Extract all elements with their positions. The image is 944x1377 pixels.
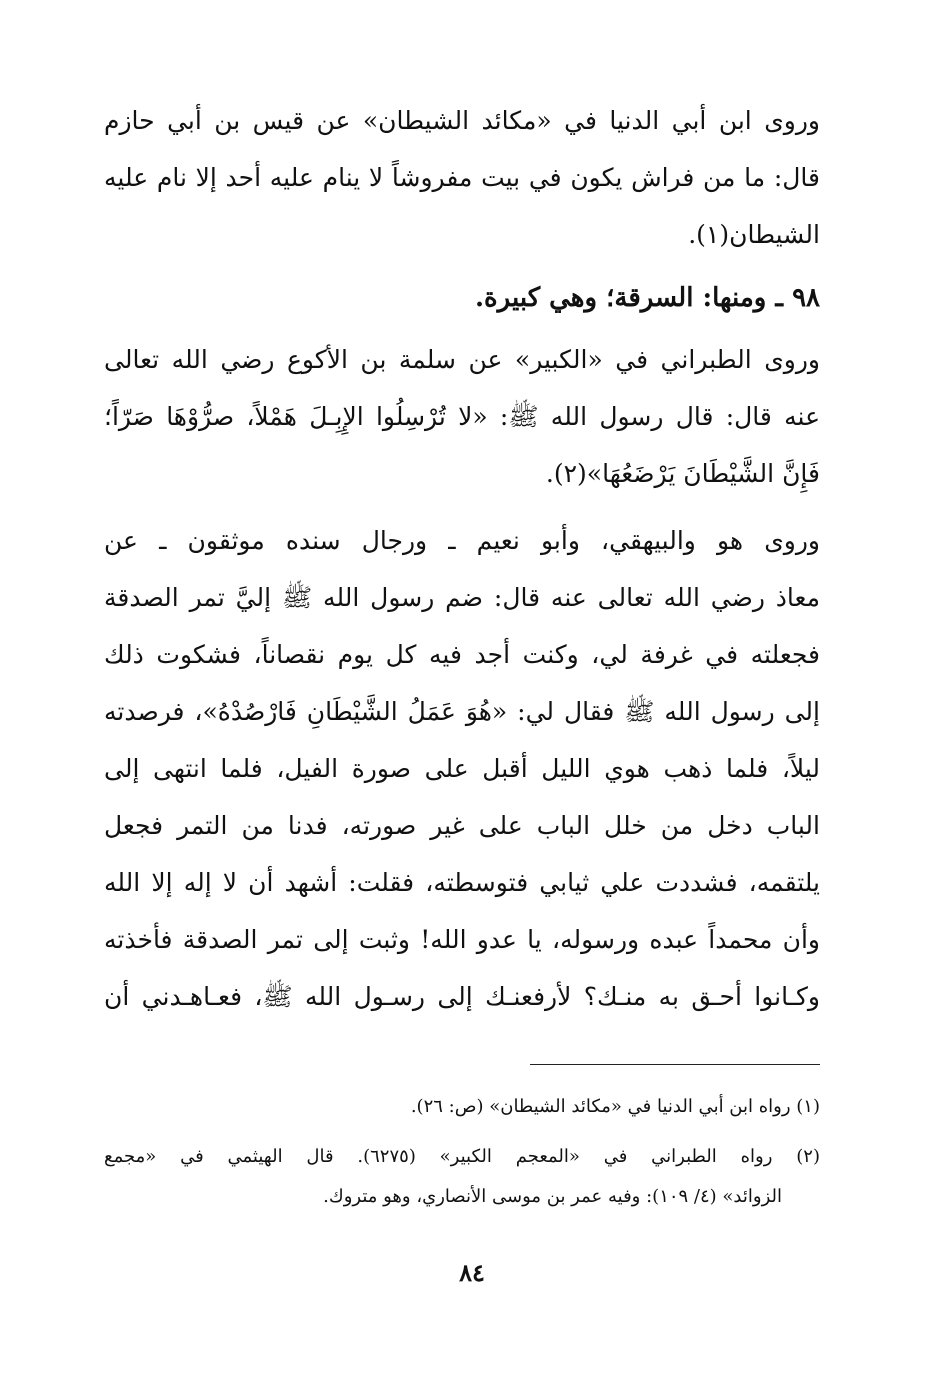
footnotes [104, 1087, 820, 1227]
paragraph-muadh [104, 512, 820, 1025]
text-line: وروى هو والبيهقي، وأبو نعيم ـ ورجال سنده موثقون ـ عن [104, 526, 820, 555]
footnote-line: الزوائد» (٤/ ١٠٩): وفيه عمر بن موسى الأنصاري، وهو متروك. [323, 1186, 782, 1207]
paragraph-tabarani [104, 331, 820, 502]
text-line: الشيطان(١). [688, 220, 820, 249]
text-line: وروى ابن أبي الدنيا في «مكائد الشيطان» عن قيس بن أبي حازم [104, 106, 820, 135]
text-line: فَإِنَّ الشَّيْطَانَ يَرْضَعُهَا»(٢). [545, 459, 820, 488]
section-heading: ٩٨ ـ ومنها: السرقة؛ وهي كبيرة. [475, 283, 820, 313]
footnote-1 [104, 1087, 820, 1127]
text-line: ليلاً، فلما ذهب هوي الليل أقبل على صورة الفيل، فلما انتهى إلى [104, 754, 820, 783]
text-line: فجعلته في غرفة لي، وكنت أجد فيه كل يوم نقصاناً، فشكوت ذلك [104, 640, 820, 669]
text-line: معاذ رضي الله تعالى عنه قال: ضم رسول الله ﷺ إليَّ تمر الصدقة [104, 583, 820, 612]
footnote-line: (١) رواه ابن أبي الدنيا في «مكائد الشيطان» (ص: ٢٦). [410, 1096, 820, 1117]
text-line: قال: ما من فراش يكون في بيت مفروشاً لا ينام عليه أحد إلا نام عليه [104, 163, 820, 192]
text-line: الباب دخل من خلل الباب على غير صورته، فدنا من التمر فجعل [104, 811, 820, 840]
paragraph-qays [104, 92, 820, 263]
text-line: وأن محمداً عبده ورسوله، يا عدو الله! وثبت إلى تمر الصدقة فأخذته [104, 925, 820, 954]
footnote-separator [530, 1064, 820, 1065]
footnote-line: (٢) رواه الطبراني في «المعجم الكبير» (٦٢٧٥). قال الهيثمي في «مجمع [104, 1146, 820, 1167]
page-number: ٨٤ [459, 1258, 485, 1287]
text-line: وكـانوا أحـق به منـك؟ لأرفعنـك إلى رسـول الله ﷺ، فعـاهـدني أن [104, 982, 820, 1011]
text-line: يلتقمه، فشددت علي ثيابي فتوسطته، فقلت: أشهد أن لا إله إلا الله [104, 868, 820, 897]
text-line: إلى رسول الله ﷺ فقال لي: «هُوَ عَمَلُ الشَّيْطَانِ فَارْصُدْهُ»، فرصدته [104, 697, 820, 726]
text-line: وروى الطبراني في «الكبير» عن سلمة بن الأكوع رضي الله تعالى [104, 345, 820, 374]
footnote-2 [104, 1137, 820, 1217]
book-page [104, 92, 820, 1332]
text-line: عنه قال: قال رسول الله ﷺ: «لا تُرْسِلُوا الإِبِـلَ هَمْلاً، صرُّوْهَا صَرّاً؛ [104, 402, 820, 431]
